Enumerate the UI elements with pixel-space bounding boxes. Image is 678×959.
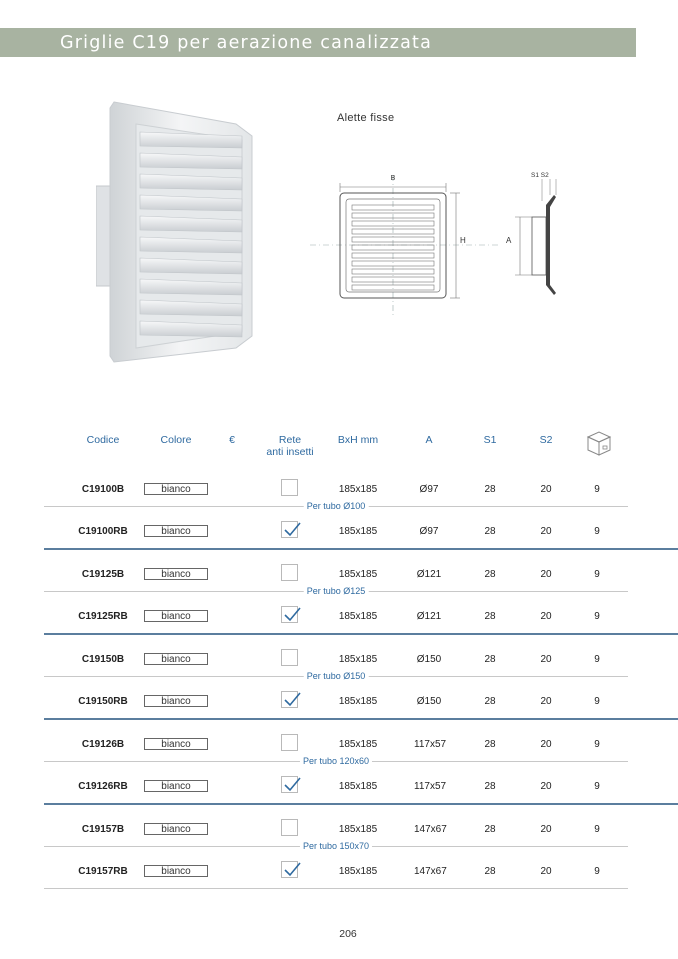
cell-s2: 20	[540, 526, 552, 537]
cell-code: C19126B	[81, 739, 125, 750]
table-row	[0, 862, 678, 882]
header-s1: S1	[483, 434, 497, 446]
cell-s2: 20	[540, 781, 552, 792]
table-header	[0, 428, 678, 468]
insect-net-checkbox	[281, 606, 298, 623]
page-number: 206	[339, 928, 357, 940]
page-title: Griglie C19 per aerazione canalizzata	[0, 28, 636, 57]
cell-pack: 9	[594, 569, 600, 580]
drawing-slat	[352, 285, 434, 290]
checkmark-icon	[283, 691, 301, 709]
tube-size-label: Per tubo Ø100	[304, 501, 369, 511]
group-divider	[44, 718, 678, 720]
cell-color: bianco	[144, 823, 208, 835]
checkmark-icon	[283, 521, 301, 539]
drawing-caption: Alette fisse	[337, 112, 395, 124]
group-separator	[44, 501, 628, 511]
table-row	[0, 692, 678, 712]
cell-pack: 9	[594, 611, 600, 622]
table-bottom-border	[44, 888, 628, 889]
cell-a: Ø121	[416, 611, 442, 622]
cell-color: bianco	[144, 865, 208, 877]
insect-net-checkbox	[281, 861, 298, 878]
header-bxh: BxH mm	[337, 434, 379, 446]
cell-color: bianco	[144, 610, 208, 622]
cell-pack: 9	[594, 484, 600, 495]
cell-color: bianco	[144, 780, 208, 792]
table-row	[0, 777, 678, 797]
cell-a: 117x57	[414, 739, 447, 750]
cell-s2: 20	[540, 866, 552, 877]
cell-color: bianco	[144, 525, 208, 537]
cell-bxh: 185x185	[338, 526, 378, 537]
cell-pack: 9	[594, 654, 600, 665]
group-divider	[44, 803, 678, 805]
dim-label-a: A	[506, 236, 512, 245]
dim-label-h: H	[460, 236, 466, 245]
cell-bxh: 185x185	[338, 739, 378, 750]
cell-color: bianco	[144, 483, 208, 495]
header-colore: Colore	[160, 434, 192, 446]
header-rete	[250, 434, 330, 458]
cell-a: Ø121	[416, 569, 442, 580]
cell-code: C19100B	[81, 484, 125, 495]
technical-drawing	[310, 165, 600, 315]
table-row	[0, 522, 678, 542]
cell-pack: 9	[594, 696, 600, 707]
insect-net-checkbox	[281, 479, 298, 496]
tube-size-label: Per tubo Ø150	[304, 671, 369, 681]
header-rete-line1: Rete	[278, 434, 302, 446]
cell-pack: 9	[594, 824, 600, 835]
cell-s1: 28	[484, 739, 496, 750]
cell-color: bianco	[144, 653, 208, 665]
cell-s2: 20	[540, 569, 552, 580]
box-package-icon	[585, 430, 613, 456]
cell-pack: 9	[594, 866, 600, 877]
cell-s2: 20	[540, 611, 552, 622]
cell-bxh: 185x185	[338, 484, 378, 495]
header-a: A	[425, 434, 433, 446]
cell-s1: 28	[484, 654, 496, 665]
tube-size-label: Per tubo 150x70	[300, 841, 372, 851]
cell-code: C19157RB	[78, 866, 128, 877]
cell-s2: 20	[540, 484, 552, 495]
cell-a: Ø150	[416, 696, 442, 707]
cell-pack: 9	[594, 739, 600, 750]
insect-net-checkbox	[281, 819, 298, 836]
cell-bxh: 185x185	[338, 866, 378, 877]
checkmark-icon	[283, 606, 301, 624]
group-separator	[44, 841, 628, 851]
cell-a: Ø97	[419, 484, 439, 495]
insect-net-checkbox	[281, 649, 298, 666]
table-row	[0, 820, 678, 840]
table-row	[0, 607, 678, 627]
cell-bxh: 185x185	[338, 824, 378, 835]
cell-s1: 28	[484, 781, 496, 792]
cell-a: 147x67	[414, 824, 447, 835]
cell-s2: 20	[540, 654, 552, 665]
dim-label-b: B	[390, 175, 396, 182]
cell-pack: 9	[594, 781, 600, 792]
insect-net-checkbox	[281, 564, 298, 581]
drawing-slat	[352, 261, 434, 266]
cell-code: C19125RB	[78, 611, 128, 622]
header-codice: Codice	[86, 434, 120, 446]
header-rete-line2: anti insetti	[266, 446, 314, 458]
tube-size-label: Per tubo 120x60	[300, 756, 372, 766]
cell-s1: 28	[484, 484, 496, 495]
cell-bxh: 185x185	[338, 781, 378, 792]
group-separator	[44, 671, 628, 681]
group-separator	[44, 756, 628, 766]
insect-net-checkbox	[281, 691, 298, 708]
cell-bxh: 185x185	[338, 696, 378, 707]
header-euro: €	[229, 434, 235, 446]
cell-bxh: 185x185	[338, 569, 378, 580]
cell-s1: 28	[484, 611, 496, 622]
insect-net-checkbox	[281, 521, 298, 538]
cell-code: C19150RB	[78, 696, 128, 707]
table-row	[0, 650, 678, 670]
cell-s1: 28	[484, 526, 496, 537]
header-s2: S2	[539, 434, 553, 446]
cell-code: C19150B	[81, 654, 125, 665]
cell-s1: 28	[484, 569, 496, 580]
group-divider	[44, 548, 678, 550]
cell-s2: 20	[540, 739, 552, 750]
cell-code: C19125B	[81, 569, 125, 580]
cell-code: C19126RB	[78, 781, 128, 792]
cell-code: C19157B	[81, 824, 125, 835]
cell-s2: 20	[540, 824, 552, 835]
cell-bxh: 185x185	[338, 611, 378, 622]
cell-a: 117x57	[414, 781, 447, 792]
cell-s1: 28	[484, 824, 496, 835]
cell-bxh: 185x185	[338, 654, 378, 665]
group-separator	[44, 586, 628, 596]
checkmark-icon	[283, 861, 301, 879]
cell-code: C19100RB	[78, 526, 128, 537]
dim-label-s1s2: S1 S2	[531, 172, 549, 179]
cell-s2: 20	[540, 696, 552, 707]
checkmark-icon	[283, 776, 301, 794]
insect-net-checkbox	[281, 776, 298, 793]
cell-a: 147x67	[414, 866, 447, 877]
cell-s1: 28	[484, 866, 496, 877]
table-row	[0, 565, 678, 585]
grille-product-photo	[96, 96, 266, 366]
table-row	[0, 735, 678, 755]
tube-size-label: Per tubo Ø125	[304, 586, 369, 596]
insect-net-checkbox	[281, 734, 298, 751]
cell-a: Ø97	[419, 526, 439, 537]
cell-pack: 9	[594, 526, 600, 537]
group-divider	[44, 633, 678, 635]
cell-a: Ø150	[416, 654, 442, 665]
cell-color: bianco	[144, 738, 208, 750]
cell-color: bianco	[144, 568, 208, 580]
cell-s1: 28	[484, 696, 496, 707]
table-row	[0, 480, 678, 500]
cell-color: bianco	[144, 695, 208, 707]
